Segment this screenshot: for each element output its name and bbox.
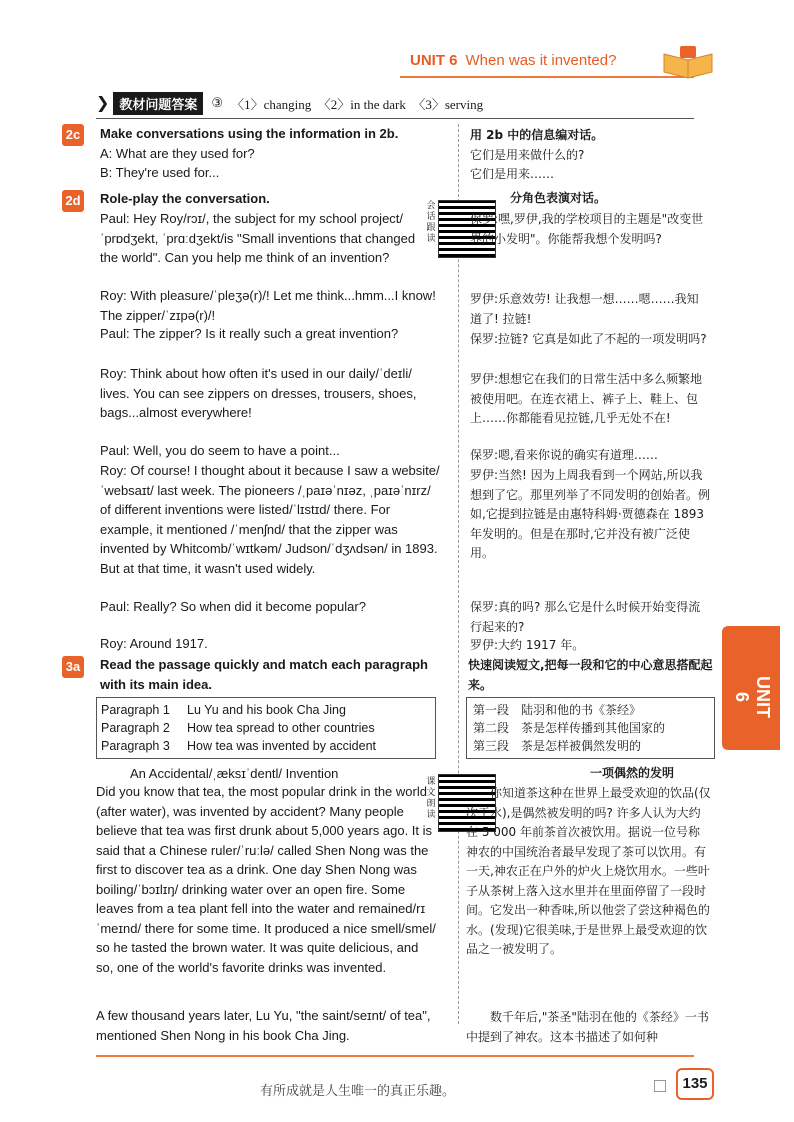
- section-2d-instruction-zh: 分角色表演对话。: [510, 191, 607, 205]
- qr-label: 会话跟读: [426, 200, 436, 243]
- arrow-icon: ❯: [96, 95, 110, 112]
- section-2c-en: [100, 124, 445, 183]
- section-3a-instruction: Read the passage quickly and match each paragraph with its main idea.: [100, 657, 429, 692]
- answer-marker: ③: [211, 95, 224, 110]
- section-2c-zh: [470, 126, 710, 185]
- dialog-roy-3-zh: 罗伊:当然! 因为上周我看到一个网站,所以我想到了它。那里列举了不同发明的创始者。例如,它提到拉链是由惠特科姆·贾德森在 1893 年发明的。但是在那时,它并没有被广泛使用。: [470, 468, 711, 560]
- section-2d-badge: 2d: [62, 190, 84, 212]
- passage-paragraph-2: A few thousand years later, Lu Yu, "the saint/seɪnt/ of tea", mentioned Shen Nong in his book Cha Jing.: [96, 1008, 431, 1043]
- section-3a-instruction-zh: 快速阅读短文,把每一段和它的中心意思搭配起来。: [468, 658, 713, 692]
- dialog-line-zh: 它们是用来……: [470, 167, 555, 181]
- answer-tag: 教材问题答案: [113, 92, 203, 115]
- match-row-zh: 第三段 茶是怎样被偶然发明的: [473, 739, 642, 753]
- dialog-line-zh: 它们是用来做什么的?: [470, 147, 585, 162]
- dialog-paul-3: Paul: Well, you do seem to have a point...: [100, 443, 340, 458]
- match-row-zh: 第二段 茶是怎样传播到其他国家的: [473, 721, 666, 735]
- section-3a-badge: 3a: [62, 656, 84, 678]
- section-2d-instruction: Role-play the conversation.: [100, 191, 270, 206]
- dialog-paul-1-zh: 保罗:嘿,罗伊,我的学校项目的主题是"改变世界的小发明"。你能帮我想个发明吗?: [470, 212, 704, 246]
- dialog-roy-3: Roy: Of course! I thought about it because I saw a website/ˈwebsaɪt/ last week. The pioneers /ˌpaɪəˈnɪəz, ˌpaɪəˈnɪrz/ of different inventions were listed/ˈlɪstɪd/ there. For example, it mentioned /ˈmenʃnd/ that the zipper was invented by Whitcomb/ˈwɪtkəm/ Judson/ˈdʒʌdsən/ in 1893. But at that time, it wasn't used widely.: [100, 463, 440, 576]
- match-row: Paragraph 1 Lu Yu and his book Cha Jing: [101, 703, 346, 717]
- footer-rule: [96, 1055, 694, 1057]
- dialog-roy-2: Roy: Think about how often it's used in our daily/ˈdeɪli/ lives. You can see zippers on dresses, trousers, shoes, bags...almost everywhere!: [100, 366, 417, 420]
- match-table-zh: [466, 697, 715, 759]
- column-divider: [458, 124, 459, 1024]
- dialog-roy-4: Roy: Around 1917.: [100, 636, 208, 651]
- dialog-paul-1: Paul: Hey Roy/rɔɪ/, the subject for my school project/ˈprɒdʒekt, ˈprɑːdʒekt/is "Small inventions that changed the world". Can you help me think of an invention?: [100, 211, 416, 265]
- passage-paragraph-1: Did you know that tea, the most popular drink in the world (after water), was invented by accident? Many people believe that tea was first drunk about 5,000 years ago. It is said that a Chinese ruler/ˈruːlə/ called Shen Nong was the first to discover tea as a drink. One day Shen Nong was boiling/ˈbɔɪlɪŋ/ drinking water over an open fire. Some leaves from a tea plant fell into the water and remained/rɪˈmeɪnd/ there for some time. It produced a nice smell/smel/ so he tasted the brown water. It was quite delicious, and so, one of the world's favorite drinks was invented.: [96, 784, 436, 975]
- passage-title-zh: 一项偶然的发明: [590, 766, 675, 780]
- answer-bar: [96, 92, 483, 114]
- match-row: Paragraph 3 How tea was invented by accident: [101, 739, 376, 753]
- dialog-paul-4: Paul: Really? So when did it become popular?: [100, 599, 366, 614]
- match-row-zh: 第一段 陆羽和他的书《茶经》: [473, 703, 642, 717]
- unit-title: When was it invented?: [465, 52, 617, 69]
- answer-rule: [96, 118, 694, 119]
- footer-motto: 有所成就是人生唯一的真正乐趣。: [260, 1083, 456, 1098]
- match-table: [96, 697, 436, 759]
- dialog-paul-2-zh: 保罗:拉链? 它真是如此了不起的一项发明吗?: [470, 332, 707, 346]
- checkbox-icon: [654, 1080, 666, 1092]
- page-number: 135: [676, 1068, 714, 1100]
- unit-header: [410, 52, 616, 69]
- passage-title: An Accidental/ˌæksɪˈdentl/ Invention: [130, 766, 339, 781]
- passage-paragraph-1-zh: 你知道茶这种在世界上最受欢迎的饮品(仅次于水),是偶然被发明的吗? 许多人认为大约在 5 000 年前茶首次被饮用。据说一位号称神农的中国统治者最早发现了茶可以饮用。有一天,神农正在户外的炉火上烧饮用水。一些叶子从茶树上落入这水里并在里面停留了一段时间。它发出一种香味,所以他尝了尝这种褐色的水。(发现)它很美味,于是世界上最受欢迎的饮品之一被发明了。: [466, 786, 711, 956]
- dialog-roy-4-zh: 罗伊:大约 1917 年。: [470, 638, 585, 652]
- match-row: Paragraph 2 How tea spread to other countries: [101, 721, 375, 735]
- unit-side-tab: UNIT 6: [722, 626, 780, 750]
- dialog-paul-4-zh: 保罗:真的吗? 那么它是什么时候开始变得流行起来的?: [470, 600, 701, 634]
- dialog-line: A: What are they used for?: [100, 145, 255, 161]
- dialog-paul-3-zh: 保罗:嗯,看来你说的确实有道理……: [470, 448, 658, 462]
- section-2c-instruction-zh: 用 2b 中的信息编对话。: [470, 128, 604, 142]
- passage-paragraph-2-zh: 数千年后,"茶圣"陆羽在他的《茶经》一书中提到了神农。这本书描述了如何种: [466, 1010, 709, 1044]
- qr-label: 课文朗读: [426, 776, 436, 819]
- book-icon: [660, 44, 716, 80]
- unit-number: UNIT 6: [410, 52, 458, 69]
- dialog-roy-2-zh: 罗伊:想想它在我们的日常生活中多么频繁地被使用吧。在连衣裙上、裤子上、鞋上、包上……你都能看见拉链,几乎无处不在!: [470, 372, 703, 425]
- section-2c-badge: 2c: [62, 124, 84, 146]
- dialog-roy-1: Roy: With pleasure/ˈpleʒə(r)/! Let me think...hmm...I know! The zipper/ˈzɪpə(r)/!: [100, 288, 436, 323]
- dialog-paul-2: Paul: The zipper? Is it really such a great invention?: [100, 326, 399, 341]
- section-2c-instruction: Make conversations using the information in 2b.: [100, 126, 399, 141]
- dialog-roy-1-zh: 罗伊:乐意效劳! 让我想一想……嗯……我知道了! 拉链!: [470, 292, 699, 326]
- answer-items: 〈1〉changing 〈2〉in the dark 〈3〉serving: [231, 96, 484, 112]
- dialog-line: B: They're used for...: [100, 165, 220, 180]
- header-rule: [400, 76, 694, 78]
